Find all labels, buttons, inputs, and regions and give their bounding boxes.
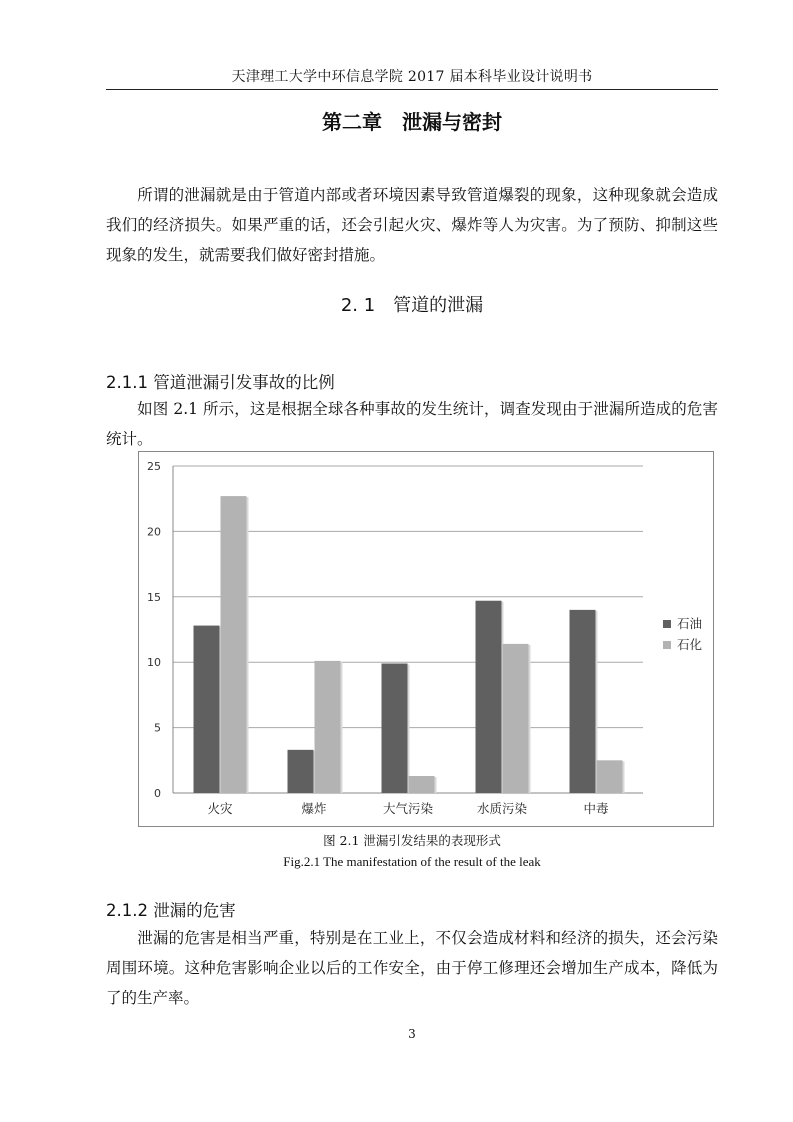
intro-text: 所谓的泄漏就是由于管道内部或者环境因素导致管道爆裂的现象，这种现象就会造成我们的经济损失。如果严重的话，还会引起火灾、爆炸等人为灾害。为了预防、抑制这些现象的发生，就需要我们做好密封措施。 [106, 186, 718, 264]
figure-caption-en: Fig.2.1 The manifestation of the result of the leak [283, 854, 541, 869]
intro-paragraph [106, 180, 718, 270]
subsection-title-2-1-2: 2.1.2 泄漏的危害 [106, 901, 236, 920]
bar-石油 [194, 626, 220, 793]
bar-chart [139, 452, 715, 828]
bar-石油 [382, 664, 408, 793]
subsection-title-2-1-1: 2.1.1 管道泄漏引发事故的比例 [106, 373, 335, 392]
x-tick-label: 水质污染 [476, 801, 528, 816]
subsection1-paragraph [106, 394, 718, 454]
running-header: 天津理工大学中环信息学院 2017 届本科毕业设计说明书 [231, 69, 593, 85]
subsection1-text: 如图 2.1 所示，这是根据全球各种事故的发生统计，调查发现由于泄漏所造成的危害统计。 [106, 400, 718, 448]
bar-石化 [597, 760, 623, 793]
x-tick-label: 火灾 [207, 801, 233, 816]
figure-caption-cn: 图 2.1 泄漏引发结果的表现形式 [323, 833, 501, 848]
bar-石油 [570, 610, 596, 793]
bar-石化 [221, 496, 247, 793]
legend-label: 石化 [677, 637, 703, 652]
section-title: 2. 1 管道的泄漏 [340, 295, 484, 316]
x-tick-label: 大气污染 [382, 801, 434, 816]
subsection2-text: 泄漏的危害是相当严重，特别是在工业上，不仅会造成材料和经济的损失，还会污染周围环境。这种危害影响企业以后的工作安全，由于停工修理还会增加生产成本，降低为了的生产率。 [106, 929, 718, 1007]
y-tick-label: 25 [147, 460, 161, 473]
x-tick-label: 中毒 [583, 801, 609, 816]
bar-石化 [409, 776, 435, 793]
y-tick-label: 20 [147, 525, 161, 539]
legend-label: 石油 [677, 616, 703, 631]
figure-chart [138, 451, 714, 827]
y-tick-label: 0 [154, 787, 161, 800]
bar-石化 [503, 644, 529, 793]
bar-石油 [288, 750, 314, 793]
chapter-title: 第二章 泄漏与密封 [322, 110, 502, 134]
legend-swatch [663, 620, 671, 628]
page-number: 3 [408, 1027, 416, 1041]
legend-swatch [663, 641, 671, 649]
header-rule [106, 89, 718, 90]
bar-石化 [315, 661, 341, 793]
x-tick-label: 爆炸 [301, 801, 327, 816]
y-tick-label: 10 [147, 656, 161, 670]
y-tick-label: 15 [147, 590, 161, 604]
bar-石油 [476, 601, 502, 793]
y-tick-label: 5 [154, 721, 161, 735]
subsection2-paragraph [106, 923, 718, 1013]
